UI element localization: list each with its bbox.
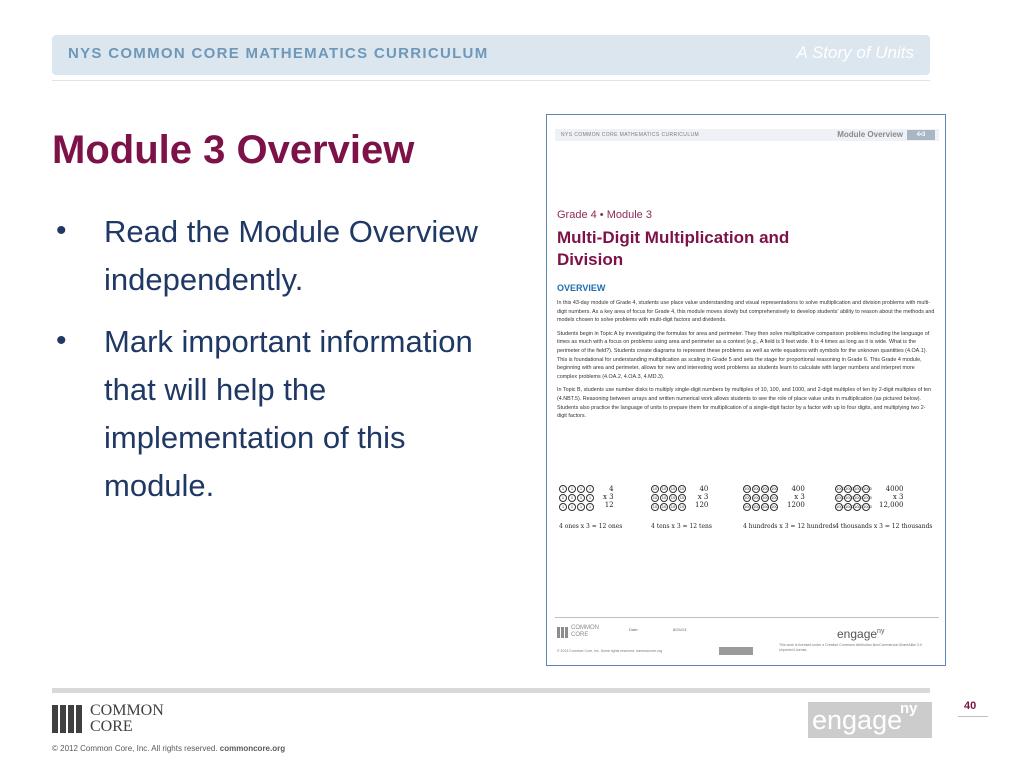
footer-divider [52, 688, 930, 693]
logo-line: COMMON [90, 702, 164, 719]
doc-logo-bars-icon [557, 627, 569, 638]
doc-logo-line: COMMON [571, 625, 599, 631]
calculation-line: x 3 [794, 493, 805, 501]
number-disc-icon: 1000 [863, 504, 872, 509]
engage-ny-logo [808, 702, 932, 738]
doc-footer-divider [555, 617, 939, 618]
number-disc-icon: 10 [670, 486, 676, 491]
illustration-group [743, 485, 836, 535]
doc-paragraph: Students begin in Topic A by investigating the formulas for area and perimeter. They then solve multiplicative comparison problems including the language of times as much with a focus on problems using area and perimeter as a context (e.g., A field is 9 feet wide. It is 4 times as long as it is wide. What is the perimeter of the field?). Students create diagrams to represent these problems as well as write equations with symbols for the unknown quantities (4.OA.1). This is foundational for understanding multiplication as scaling in Grade 5 and sets the stage for proportional reasoning in Grade 6. This Grade 4 module, beginning with area and perimeter, allows for new and interesting word problems as students learn to calculate with larger numbers and interpret more complex problems (4.OA.2, 4.OA.3, 4.MD.3). [557, 330, 930, 380]
copyright-site: commoncore.org [219, 744, 286, 753]
number-disc-icon: 1 [577, 503, 585, 511]
doc-body [557, 299, 935, 426]
number-disc-icon: 1000 [854, 495, 863, 500]
calculation-line: 12 [604, 501, 614, 509]
illustration-caption: 4 thousands x 3 = 12 thousands [835, 523, 933, 530]
number-disc-icon: 1000 [863, 495, 872, 500]
calculation-line: 40 [699, 485, 709, 493]
doc-engage-text: engage [837, 627, 878, 641]
illustration-caption: 4 hundreds x 3 = 12 hundreds [743, 523, 836, 530]
copyright-text: © 2012 Common Core, Inc. All rights reserved. [52, 744, 218, 753]
page-number-rule [958, 716, 988, 717]
number-disc-icon: 100 [753, 495, 760, 500]
creative-commons-icon [719, 647, 753, 655]
doc-section-label: Module Overview [837, 130, 903, 139]
number-disc-icon: 100 [762, 495, 769, 500]
doc-curriculum-label: NYS COMMON CORE MATHEMATICS CURRICULUM [561, 132, 700, 138]
module-overview-document [546, 114, 946, 666]
illustration-calculation [787, 485, 805, 509]
calculation-line: x 3 [603, 493, 614, 501]
number-disc-icon: 10 [661, 504, 667, 509]
common-core-logo-text [90, 703, 164, 735]
bullet-item [52, 208, 492, 304]
number-disc-icon: 1000 [845, 495, 854, 500]
number-disc-icon: 1000 [863, 486, 872, 491]
number-disc-icon: 100 [744, 486, 751, 491]
calculation-line: 4 [609, 485, 614, 493]
number-disc-icon: 100 [753, 504, 760, 509]
doc-module-badge: 4•3 [907, 130, 935, 140]
series-label: A Story of Units [796, 43, 914, 62]
doc-date-label: Date: [629, 627, 639, 632]
number-disc-icon: 1000 [854, 504, 863, 509]
number-disc-icon: 1000 [836, 486, 845, 491]
number-disc-icon: 1000 [836, 504, 845, 509]
doc-grade-label: Grade 4 • Module 3 [557, 209, 652, 221]
number-disc-icon: 100 [771, 486, 778, 491]
doc-engage-logo [837, 627, 884, 641]
number-disc-icon: 100 [762, 504, 769, 509]
number-disc-icon: 1 [586, 485, 594, 493]
doc-header [555, 129, 939, 141]
number-disc-icon: 10 [670, 495, 676, 500]
doc-copyright: © 2013 Common Core, Inc. Some rights reserved. commoncore.org [557, 649, 663, 653]
number-disc-icon: 1 [559, 503, 567, 511]
doc-logo-line: CORE [571, 632, 589, 638]
slide-title: Module 3 Overview [52, 128, 415, 172]
logo-line: CORE [90, 718, 133, 735]
doc-overview-heading: OVERVIEW [557, 283, 606, 293]
bullet-list [52, 208, 492, 524]
number-disc-icon: 10 [679, 495, 685, 500]
number-disc-icon: 100 [771, 504, 778, 509]
number-disc-icon: 1000 [845, 504, 854, 509]
calculation-line: 12,000 [879, 501, 904, 509]
illustration-calculation [695, 485, 708, 509]
doc-license: This work is licensed under a Creative Commons Attribution-NonCommercial-ShareAlike 3.0 Unported License. [779, 643, 922, 652]
bullet-text: Mark important information that will help the implementation of this module. [104, 324, 473, 503]
header-divider [52, 80, 930, 81]
illustration-calculation [603, 485, 614, 509]
number-disc-icon: 1 [577, 494, 585, 502]
number-disc-icon: 100 [762, 486, 769, 491]
illustration-group [559, 485, 649, 535]
number-disc-icon: 1 [577, 485, 585, 493]
illustration-group [651, 485, 741, 535]
common-core-logo-icon [52, 705, 84, 733]
calculation-line: 1200 [787, 501, 805, 509]
illustration-caption: 4 ones x 3 = 12 ones [559, 523, 623, 530]
bullet-dot-icon: • [56, 324, 67, 357]
number-disc-icon: 100 [744, 504, 751, 509]
doc-module-title: Multi-Digit Multiplication and Division [557, 228, 790, 269]
number-disc-icon: 10 [652, 495, 658, 500]
bullet-text: Read the Module Overview independently. [104, 214, 478, 297]
calculation-line: x 3 [892, 493, 904, 501]
number-disc-icon: 1 [568, 485, 576, 493]
calculation-line: 120 [695, 501, 709, 509]
illustration-calculation [879, 485, 904, 509]
number-disc-icon: 1 [559, 485, 567, 493]
bullet-item [52, 318, 492, 510]
number-disc-icon: 10 [679, 486, 685, 491]
bullet-dot-icon: • [56, 214, 67, 247]
number-disc-icon: 10 [679, 504, 685, 509]
header-band [52, 35, 930, 75]
number-disc-icon: 100 [771, 495, 778, 500]
copyright-notice [52, 744, 285, 753]
doc-paragraph: In Topic B, students use number disks to multiply single-digit numbers by multiples of 10, 100, and 1000, and 2-digit multiples of ten by 2-digit multiples of ten (4.NBT.5). Reasoning between arrays and written numerical work allows students to see the role of place value units in multiplication (as pictured below). Students also practice the language of units to prepare them for multiplication of a single-digit factor by a factor with up to four digits, and multiplying two 2-digit factors. [557, 387, 932, 420]
number-disc-icon: 1000 [845, 486, 854, 491]
number-disc-icon: 100 [744, 495, 751, 500]
number-disc-icon: 1 [586, 494, 594, 502]
engage-logo-text: engage [812, 705, 903, 735]
calculation-line: 400 [791, 485, 805, 493]
calculation-line: 4000 [885, 485, 904, 493]
number-disc-icon: 1 [568, 503, 576, 511]
number-disc-icon: 100 [753, 486, 760, 491]
number-disc-icon: 1 [568, 494, 576, 502]
number-disc-icon: 10 [661, 495, 667, 500]
number-disc-icon: 10 [661, 486, 667, 491]
illustration-caption: 4 tens x 3 = 12 tens [651, 523, 712, 530]
number-disc-icon: 10 [652, 486, 658, 491]
number-disc-icon: 1 [559, 494, 567, 502]
number-disc-icon: 1 [586, 503, 594, 511]
doc-engage-sup: ny [877, 628, 885, 635]
place-value-illustration [559, 485, 935, 535]
doc-date-value: 8/24/13 [673, 627, 687, 632]
number-disc-icon: 10 [652, 504, 658, 509]
engage-logo-sup: ny [900, 700, 918, 717]
curriculum-label: NYS COMMON CORE MATHEMATICS CURRICULUM [68, 45, 489, 62]
illustration-group [835, 485, 933, 535]
number-disc-icon: 1000 [836, 495, 845, 500]
doc-paragraph: In this 43-day module of Grade 4, students use place value understanding and visual representations to solve multiplication and division problems with multi-digit numbers. As a key area of focus for Grade 4, this module moves slowly but comprehensively to develop students' ability to reason about the methods and models chosen to solve problems with multi-digit factors and dividends. [557, 300, 935, 324]
number-disc-icon: 10 [670, 504, 676, 509]
page-number: 40 [964, 700, 977, 712]
number-disc-icon: 1000 [854, 486, 863, 491]
calculation-line: x 3 [697, 493, 709, 501]
